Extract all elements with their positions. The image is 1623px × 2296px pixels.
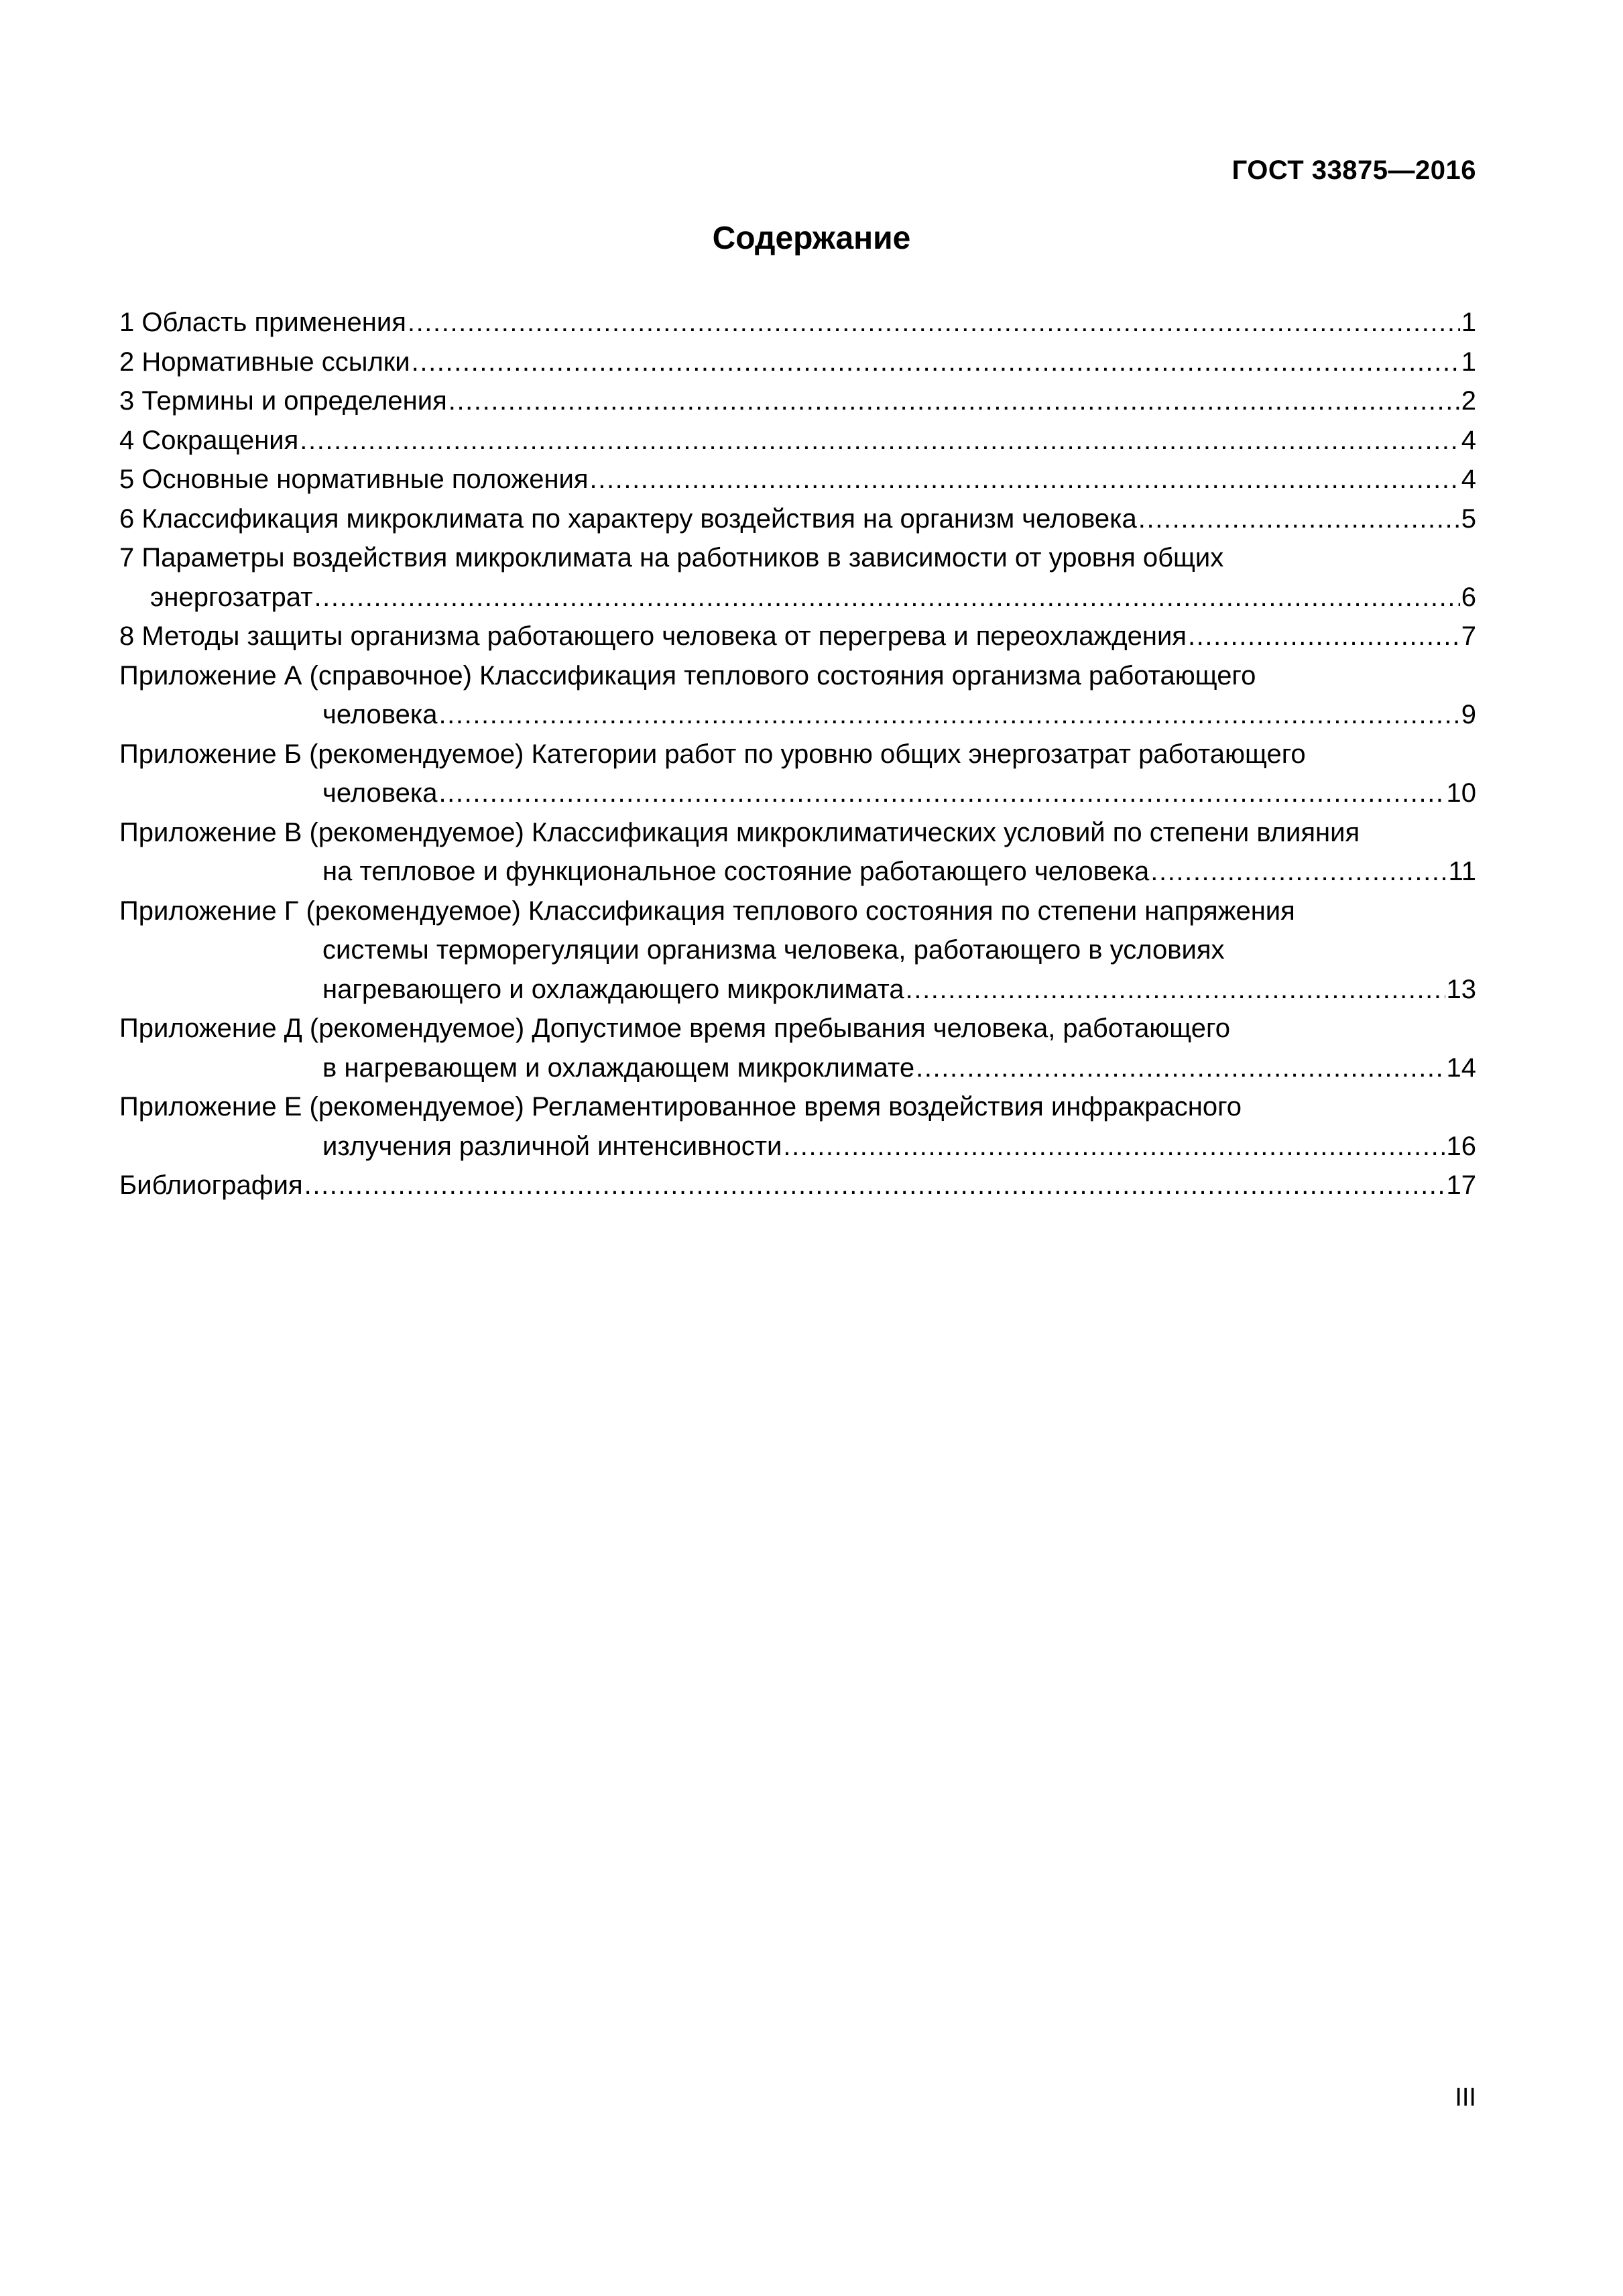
toc-entry[interactable] — [119, 617, 1476, 656]
toc-entry[interactable] — [119, 460, 1476, 499]
toc-leader-dots — [448, 381, 1460, 421]
toc-page-number: 5 — [1461, 503, 1476, 534]
toc-entry-title: человека — [322, 778, 438, 808]
toc-page-number: 2 — [1461, 386, 1476, 416]
toc-page-number: 6 — [1461, 582, 1476, 612]
toc-entry-title: нагревающего и охлаждающего микроклимата — [322, 974, 904, 1004]
toc-entry[interactable] — [119, 1009, 1476, 1087]
toc-entry-title: 7 Параметры воздействия микроклимата на работников в зависимости от уровня общих — [119, 543, 1224, 572]
toc-page-number: 4 — [1461, 465, 1476, 494]
toc-leader-dots — [314, 578, 1459, 617]
toc-entry-title: 3 Термины и определения — [119, 386, 447, 416]
toc-entry[interactable] — [119, 303, 1476, 343]
toc-leader-dots — [300, 421, 1459, 461]
toc-leader-dots — [1138, 499, 1460, 539]
toc-entry-line — [119, 695, 1476, 735]
toc-entry-line — [119, 813, 1476, 853]
toc-entry-line — [119, 578, 1476, 617]
toc-page-number: 7 — [1461, 621, 1476, 651]
toc-entry[interactable] — [119, 538, 1476, 617]
toc-entry-line — [119, 970, 1476, 1010]
toc-page-number: 4 — [1461, 425, 1476, 455]
toc-entry-line — [119, 460, 1476, 499]
document-code: ГОСТ 33875—2016 — [1231, 156, 1476, 185]
toc-entry-line — [119, 421, 1476, 461]
toc-entry-line — [119, 499, 1476, 539]
toc-entry-title: Приложение Е (рекомендуемое) Регламентированное время воздействия инфракрасного — [119, 1092, 1242, 1122]
toc-leader-dots — [412, 343, 1460, 382]
toc-entry-title: Библиография — [119, 1170, 303, 1200]
toc-entry-line — [119, 617, 1476, 656]
toc-entry[interactable] — [119, 499, 1476, 539]
toc-entry[interactable] — [119, 343, 1476, 382]
toc-entry-line — [119, 774, 1476, 813]
toc-entry-title: системы терморегуляции организма человека, работающего в условиях — [322, 935, 1225, 965]
toc-entry-line — [119, 930, 1476, 970]
toc-entry-line — [119, 343, 1476, 382]
toc-page-number: 1 — [1461, 308, 1476, 337]
toc-entry-line — [119, 1009, 1476, 1048]
toc-page-number: 9 — [1461, 700, 1476, 729]
toc-entry[interactable] — [119, 892, 1476, 1010]
toc-leader-dots — [1188, 617, 1460, 656]
toc-entry-line — [119, 1087, 1476, 1127]
toc-entry-title: Приложение Г (рекомендуемое) Классификация теплового состояния по степени напряжения — [119, 896, 1295, 926]
toc-leader-dots — [304, 1166, 1445, 1205]
toc-entry-title: Приложение Б (рекомендуемое) Категории работ по уровню общих энергозатрат работающего — [119, 739, 1306, 769]
toc-leader-dots — [916, 1048, 1445, 1088]
toc-entry-title: Приложение Д (рекомендуемое) Допустимое время пребывания человека, работающего — [119, 1014, 1230, 1043]
toc-entry[interactable] — [119, 1166, 1476, 1205]
toc-entry-title: 1 Область применения — [119, 308, 406, 337]
toc-leader-dots — [906, 970, 1445, 1010]
toc-page-number: 11 — [1448, 857, 1476, 886]
table-of-contents — [119, 303, 1476, 1205]
toc-leader-dots — [1150, 852, 1447, 892]
toc-entry[interactable] — [119, 381, 1476, 421]
toc-entry-line — [119, 538, 1476, 578]
toc-entry-line — [119, 1127, 1476, 1166]
toc-leader-dots — [438, 695, 1459, 735]
toc-entry-line — [119, 852, 1476, 892]
toc-entry[interactable] — [119, 735, 1476, 813]
toc-entry-line — [119, 303, 1476, 343]
toc-entry-title: 6 Классификация микроклимата по характеру воздействия на организм человека — [119, 503, 1137, 534]
toc-entry-line — [119, 381, 1476, 421]
toc-entry-title: излучения различной интенсивности — [322, 1131, 782, 1161]
toc-page-number: 16 — [1446, 1131, 1476, 1161]
toc-entry-title: на тепловое и функциональное состояние работающего человека — [322, 857, 1150, 886]
toc-entry-title: 2 Нормативные ссылки — [119, 347, 410, 377]
toc-page-number: 13 — [1446, 974, 1476, 1004]
toc-entry[interactable] — [119, 1087, 1476, 1166]
toc-page-number: 17 — [1446, 1170, 1476, 1200]
toc-leader-dots — [408, 303, 1460, 343]
toc-entry-line — [119, 1166, 1476, 1205]
toc-leader-dots — [438, 774, 1445, 813]
toc-entry-line — [119, 892, 1476, 931]
page-number: III — [1455, 2083, 1476, 2112]
toc-entry-title: 5 Основные нормативные положения — [119, 465, 589, 494]
toc-entry-title: человека — [322, 700, 438, 729]
toc-entry-title: 8 Методы защиты организма работающего человека от перегрева и переохлаждения — [119, 621, 1187, 651]
toc-entry-title: Приложение В (рекомендуемое) Классификация микроклиматических условий по степени влияния — [119, 817, 1360, 847]
toc-leader-dots — [783, 1127, 1445, 1166]
toc-entry-line — [119, 1048, 1476, 1088]
toc-entry-line — [119, 656, 1476, 696]
toc-entry-title: 4 Сокращения — [119, 425, 299, 455]
toc-entry[interactable] — [119, 813, 1476, 892]
toc-leader-dots — [590, 460, 1460, 499]
toc-entry-title: энергозатрат — [150, 582, 313, 612]
toc-entry-title: Приложение А (справочное) Классификация теплового состояния организма работающего — [119, 660, 1256, 690]
toc-page-number: 14 — [1446, 1052, 1476, 1083]
toc-entry-line — [119, 735, 1476, 774]
toc-entry-title: в нагревающем и охлаждающем микроклимате — [322, 1052, 915, 1083]
toc-entry[interactable] — [119, 421, 1476, 461]
toc-entry[interactable] — [119, 656, 1476, 735]
toc-page-number: 1 — [1461, 347, 1476, 377]
page-title: Содержание — [712, 221, 911, 256]
toc-page-number: 10 — [1446, 778, 1476, 808]
